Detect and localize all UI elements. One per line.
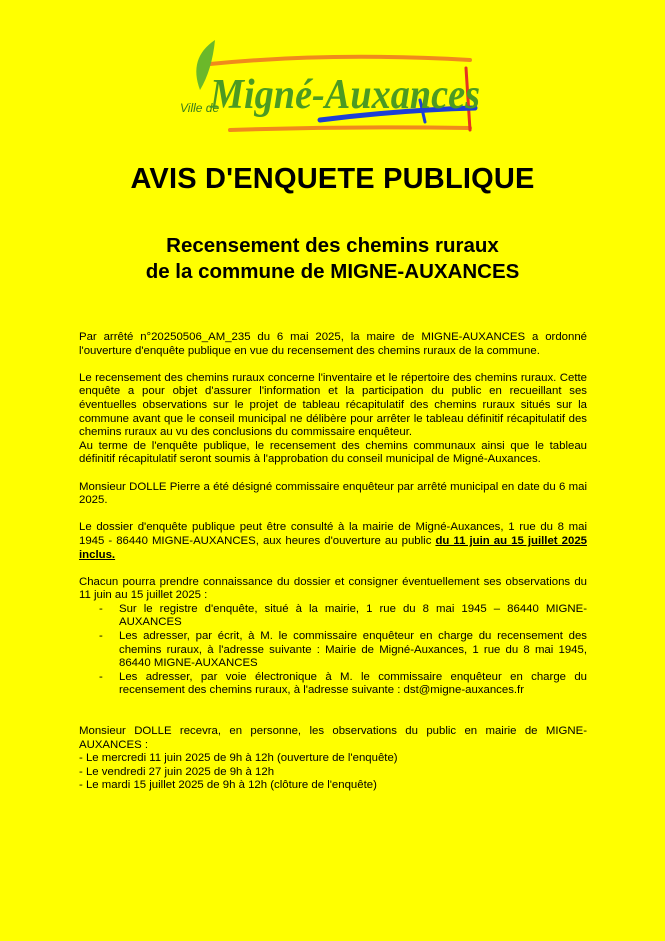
page-title: AVIS D'ENQUETE PUBLIQUE bbox=[130, 163, 535, 195]
logo-graphic bbox=[170, 30, 490, 140]
reception-date-3: - Le mardi 15 juillet 2025 de 9h à 12h (clôture de l'enquête) bbox=[79, 779, 377, 792]
paragraph-reception: Monsieur DOLLE recevra, en personne, les observations du public en mairie de MIGNE-AUXANCES : bbox=[79, 725, 587, 751]
list-item: - Les adresser, par voie électronique à M. le commissaire enquêteur en charge du recensement des chemins ruraux, à l'adresse suivante : dst@migne-auxances.fr bbox=[79, 671, 587, 698]
list-item: - Les adresser, par écrit, à M. le commissaire enquêteur en charge du recensement des chemins ruraux, à l'adresse suivante : Mairie de Migné-Auxances, 1 rue du 8 mai 1945, 86440 MIGNE-AUXANCES bbox=[79, 630, 587, 671]
paragraph-purpose: Le recensement des chemins ruraux concerne l'inventaire et le répertoire des chemins ruraux. Cette enquête a pour objet d'assurer l'information et la participation du public en recueillant ses éventuelles observations sur le projet de tableau récapitulatif des chemins ruraux situés sur la commune avant que le conseil municipal ne délibère pour arrêter le tableau définitif récapitulatif des chemins ruraux au vu des conclusions du commissaire enquêteur. bbox=[79, 371, 587, 439]
town-logo bbox=[170, 30, 490, 140]
notice-body bbox=[79, 331, 587, 793]
page-subtitle bbox=[0, 233, 665, 285]
consultation-dates: du 11 juin au 15 juillet 2025 inclus. bbox=[79, 534, 587, 561]
logo-main-text: Migné-Auxances bbox=[209, 72, 481, 118]
paragraph-commissioner: Monsieur DOLLE Pierre a été désigné commissaire enquêteur par arrêté municipal en date du 6 mai 2025. bbox=[79, 480, 587, 507]
reception-date-2: - Le vendredi 27 juin 2025 de 9h à 12h bbox=[79, 765, 275, 778]
logo-orange-stroke-top bbox=[210, 57, 470, 64]
reception-date-1: - Le mercredi 11 juin 2025 de 9h à 12h (ouverture de l'enquête) bbox=[79, 752, 398, 765]
logo-small-text: Ville de bbox=[180, 101, 220, 115]
subtitle-line-2: de la commune de MIGNE-AUXANCES bbox=[145, 260, 520, 283]
subtitle-line-1: Recensement des chemins ruraux bbox=[166, 234, 499, 257]
paragraph-approval: Au terme de l'enquête publique, le recensement des chemins communaux ainsi que le tableau définitif récapitulatif seront soumis à l'approbation du conseil municipal de Migné-Auxances. bbox=[79, 439, 587, 466]
observation-methods-list bbox=[79, 603, 587, 698]
consultation-text: Le dossier d'enquête publique peut être consulté à la mairie de Migné-Auxances, 1 rue du 8 mai 1945 - 86440 MIGNE-AUXANCES, aux heures d'ouverture au public bbox=[79, 521, 587, 547]
paragraph-observations: Chacun pourra prendre connaissance du dossier et consigner éventuellement ses observations du 11 juin au 15 juillet 2025 : bbox=[79, 575, 587, 602]
logo-orange-stroke-bottom bbox=[230, 127, 470, 130]
list-item: - Sur le registre d'enquête, situé à la mairie, 1 rue du 8 mai 1945 – 86440 MIGNE-AUXANCES bbox=[79, 603, 587, 630]
paragraph-decree: Par arrêté n°20250506_AM_235 du 6 mai 2025, la maire de MIGNE-AUXANCES a ordonné l'ouverture d'enquête publique en vue du recensement des chemins ruraux de la commune. bbox=[79, 331, 587, 357]
paragraph-consultation bbox=[79, 521, 587, 562]
